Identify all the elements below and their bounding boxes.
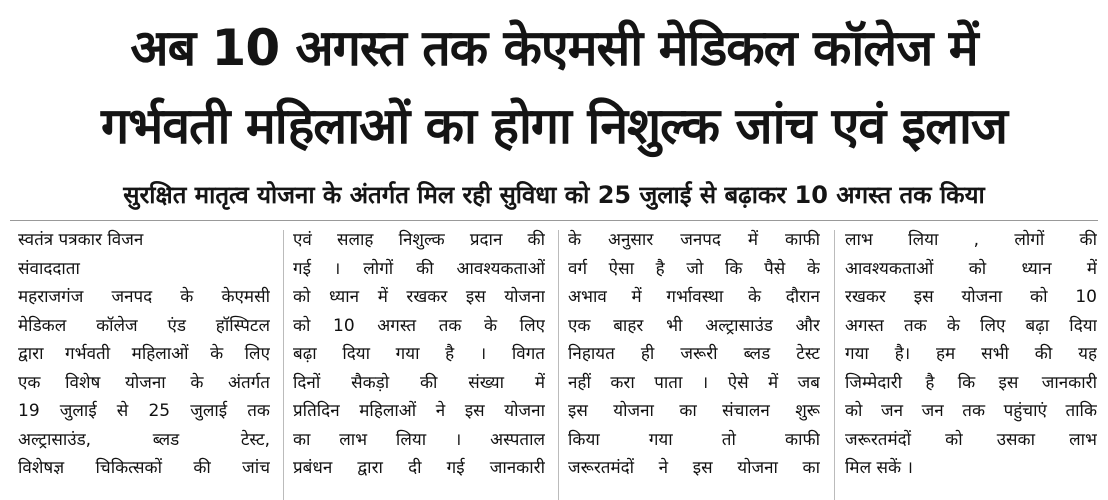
column-line: निहायत ही जरूरी ब्लड टेस्ट [568, 344, 820, 364]
column-line: नहीं करा पाता । ऐसे में जब [568, 372, 820, 393]
column-line: महराजगंज जनपद के केएमसी [18, 287, 270, 307]
column-line: एक बाहर भी अल्ट्रासाउंड और [568, 315, 820, 336]
column-line: इस योजना का संचालन शुरू [568, 401, 820, 421]
column-line: का लाभ लिया । अस्पताल [293, 429, 545, 450]
column-line: को 10 अगस्त तक के लिए [293, 315, 545, 336]
column-line: मेडिकल कॉलेज एंड हॉस्पिटल [18, 315, 270, 336]
column-line: प्रबंधन द्वारा दी गई जानकारी [293, 458, 545, 478]
column-line: अभाव में गर्भावस्था के दौरान [568, 287, 820, 307]
column-line: रखकर इस योजना को 10 [845, 287, 1097, 307]
column-line: दिनों सैकड़ो की संख्या में [293, 372, 545, 393]
column-line: आवश्यकताओं को ध्यान में [845, 258, 1097, 279]
column-line: एवं सलाह निशुल्क प्रदान की [293, 230, 545, 250]
column-line: किया गया तो काफी [568, 429, 820, 450]
column-line: स्वतंत्र पत्रकार विजन [18, 230, 144, 250]
column-line: के अनुसार जनपद में काफी [568, 230, 820, 250]
article-column-4 [845, 226, 1097, 500]
article-column-1 [18, 226, 270, 500]
column-divider [834, 230, 835, 500]
headline-line-2: गर्भवती महिलाओं का होगा निशुल्क जांच एवं इलाज [100, 97, 1008, 155]
article-column-3 [568, 226, 820, 500]
column-line: जिम्मेदारी है कि इस जानकारी [845, 372, 1097, 393]
article-column-2 [293, 226, 545, 500]
column-line: संवाददाता [18, 258, 80, 279]
subheadline: सुरक्षित मातृत्व योजना के अंतर्गत मिल रही सुविधा को 25 जुलाई से बढ़ाकर 10 अगस्त तक किया [123, 181, 985, 209]
column-line: अगस्त तक के लिए बढ़ा दिया [845, 315, 1097, 336]
column-line: गया है। हम सभी की यह [845, 344, 1097, 364]
column-line: बढ़ा दिया गया है । विगत [293, 344, 545, 364]
headline-line-1: अब 10 अगस्त तक केएमसी मेडिकल कॉलेज में [130, 19, 978, 77]
column-line: विशेषज्ञ चिकित्सकों की जांच [18, 458, 270, 478]
header-rule [10, 220, 1098, 221]
column-line: 19 जुलाई से 25 जुलाई तक [18, 401, 270, 421]
column-line: एक विशेष योजना के अंतर्गत [18, 372, 270, 393]
column-line: को ध्यान में रखकर इस योजना [293, 287, 545, 307]
column-line: लाभ लिया , लोगों की [845, 230, 1097, 250]
column-line: द्वारा गर्भवती महिलाओं के लिए [18, 344, 270, 364]
column-divider [558, 230, 559, 500]
column-line: को जन जन तक पहुंचाएं ताकि [845, 401, 1097, 421]
column-line: वर्ग ऐसा है जो कि पैसे के [568, 258, 820, 279]
column-line: अल्ट्रासाउंड, ब्लड टेस्ट, [18, 429, 270, 450]
column-divider [283, 230, 284, 500]
column-line: जरूरतमंदों को उसका लाभ [845, 429, 1097, 450]
column-line: जरूरतमंदों ने इस योजना का [568, 458, 820, 478]
column-line: मिल सकें । [845, 458, 913, 478]
column-line: प्रतिदिन महिलाओं ने इस योजना [293, 401, 545, 421]
column-line: गई । लोगों की आवश्यकताओं [293, 258, 545, 279]
